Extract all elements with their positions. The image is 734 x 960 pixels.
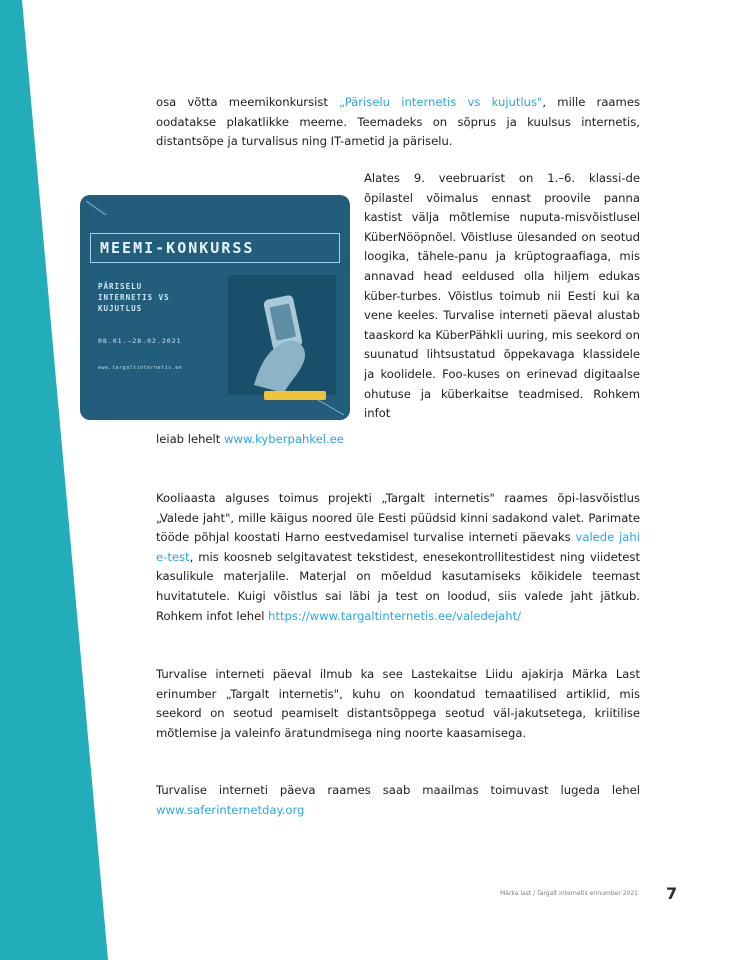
paragraph-text: , mis koosneb selgitavatest tekstidest, enesekontrollitestidest ning viidetest kasulikule materjalile. Materjal on mõeldud kasutamiseks kõikidele teemast huvitatutele. Kuigi võistlus sai läbi ja test on loodud, siis valede jaht jätkub. Rohkem infot lehel [156,549,640,623]
page-number: 7 [666,884,678,903]
paragraph-marka-last: Turvalise interneti päeval ilmub ka see Lastekaitse Liidu ajakirja Märka Last erinumber „Targalt internetis", kuhu on koondatud temaatilised artiklid, mis seekord on seotud peamiselt distantsõppega seotud väl-jakutsetega, kriitilise mõtlemise ja valeinfo äratundmisega ning noorte kaasamisega. [156,667,640,740]
valede-jaht-test-link[interactable]: valede jahi e-test [156,530,640,564]
poster-logo-badge [264,391,326,400]
paragraph-text: leiab lehelt [156,432,225,446]
meme-contest-link[interactable]: „Päriselu internetis vs kujutlus" [339,95,543,109]
poster-title: MEEMI-KONKURSS [100,239,255,257]
hand-holding-phone-image [228,275,336,395]
poster-dates: 08.01.–28.02.2021 [98,337,182,345]
paragraph-meme-contest [156,93,640,152]
paragraph-kyberpahkel-link [156,430,640,450]
meme-contest-poster [80,195,350,420]
footer-publication: Märka last / Targalt internetis erinumber 2021 [500,890,638,897]
paragraph-text: , mille raames oodatakse plakatlikke meeme. Teemadeks on sõprus ja kuulsus internetis, distantsõpe ja turvalisus ning IT-ametid ja päriselu. [156,95,641,149]
decorative-side-stripe [0,0,110,960]
paragraph-text: Turvalise interneti päeva raames saab maailmas toimuvast lugeda lehel [156,783,640,797]
paragraph-valede-jaht [156,489,640,626]
paragraph-text: Kooliaasta alguses toimus projekti „Targalt internetis" raames õpi-lasvõistlus „Valede jaht", mille käigus noored üle Eesti püüdsid kinni sadakond valet. Parimate tööde põhjal koostati Harno eestvedamisel turvalise interneti päevaks [156,491,640,545]
paragraph-text: osa võtta meemikonkursist [156,95,340,109]
poster-subtitle: PÄRISELU INTERNETIS VS KUJUTLUS [98,282,170,313]
saferinternetday-link[interactable]: www.saferinternetday.org [156,802,305,817]
poster-url: www.targaltinternetis.ee [98,365,183,371]
paragraph-kybernoopnoel: Alates 9. veebruarist on 1.–6. klassi-de õpilastel võimalus ennast proovile panna kastist välja mõtlemise nuputa-misvõistlusel KüberNööpnõel. Võistluse ülesanded on seotud loogika, tähele-panu ja krüptograafiaga, mis annavad head eeldused olla hiljem edukas küber-turbes. Võistlus toimub nii Eesti kui ka vene keeles. Turvalise interneti päeval alustab taaskord ka KüberPähkli uuring, mis seekord on suunatud lihtsustatud õppekavaga klassidele ja koolidele. Foo-kuses on erinevad digitaalse ohutuse ja küberkaitse teadmised. Rohkem infot [364,171,640,421]
targaltinternetis-link[interactable]: https://www.targaltinternetis.ee/valedejaht/ [268,608,522,623]
paragraph-saferinternetday [156,781,640,820]
kyberpahkel-link[interactable]: www.kyberpahkel.ee [224,432,344,446]
